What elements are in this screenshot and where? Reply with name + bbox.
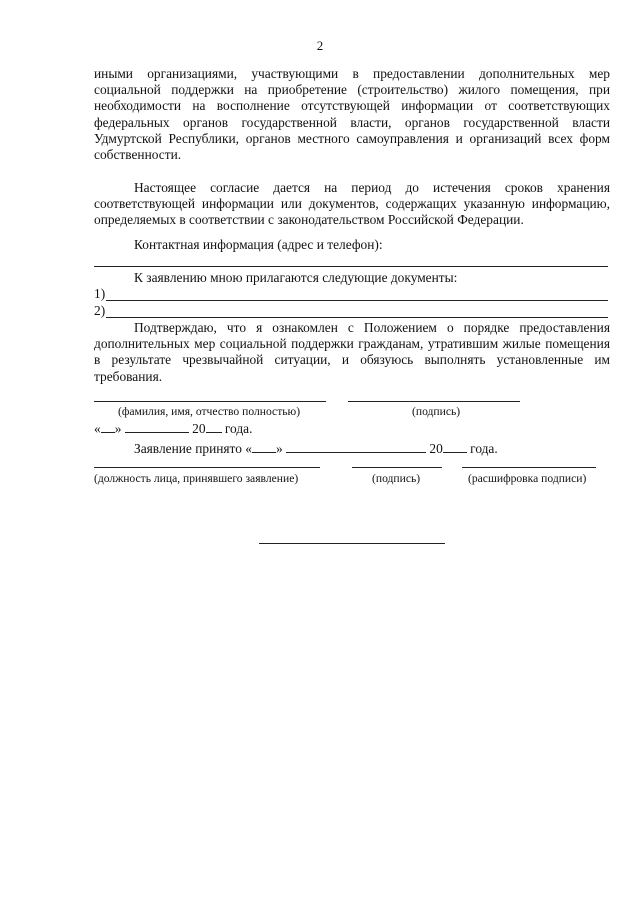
accepted-close-quote: » (275, 441, 283, 456)
signature-decoding-line (462, 467, 596, 468)
official-signature-line (352, 467, 442, 468)
date-close-quote: » (114, 421, 122, 436)
contact-info-label: Контактная информация (адрес и телефон): (134, 237, 383, 252)
accepted-date-line (134, 440, 498, 457)
page-number: 2 (316, 38, 324, 53)
confirmation-paragraph: Подтверждаю, что я ознакомлен с Положением о порядке предоставления дополнительных мер социальной поддержки гражданам, утратившим жилые помещения в результате чрезвычайной ситуации, и обязуюсь выполнять установленные им требования. (94, 320, 610, 384)
date-year-suffix: года. (224, 421, 253, 436)
end-of-document-line (259, 543, 445, 544)
signature-caption: (подпись) (412, 405, 461, 418)
attachments-label: К заявлению мною прилагаются следующие документы: (134, 270, 458, 285)
date-day-blank (101, 420, 115, 433)
attachment-item-2: 2) (94, 303, 106, 318)
accepted-year-suffix: года. (470, 441, 498, 456)
contact-info-line (94, 266, 608, 267)
accepted-label: Заявление принято « (134, 441, 252, 456)
fio-line (94, 401, 326, 402)
attachment-line-1 (106, 300, 608, 301)
date-open-quote: « (94, 421, 101, 436)
official-position-caption: (должность лица, принявшего заявление) (94, 472, 299, 485)
attachment-item-1: 1) (94, 286, 106, 301)
accepted-year-prefix: 20 (429, 441, 443, 456)
application-date (94, 420, 252, 437)
signature-decoding-caption: (расшифровка подписи) (468, 472, 587, 485)
date-month-blank (125, 420, 189, 433)
official-signature-caption: (подпись) (372, 472, 421, 485)
attachment-line-2 (106, 317, 608, 318)
fio-caption: (фамилия, имя, отчество полностью) (118, 405, 301, 418)
consent-paragraph: иными организациями, участвующими в предоставлении дополнительных мер социальной поддержки на приобретение (строительство) жилого помещения, при необходимости на восполнение отсутствующей информации от соответствующих федеральных органов государственной власти, органов государственной власти Удмуртской Республики, органов местного самоуправления и организаций всех форм собственности. (94, 66, 610, 163)
accepted-day-blank (252, 440, 276, 453)
consent-period-paragraph: Настоящее согласие дается на период до истечения сроков хранения соответствующей информации или документов, содержащих указанную информацию, определяемых в соответствии с законодательством Российской Федерации. (94, 180, 610, 228)
date-year-blank (206, 420, 222, 433)
applicant-signature-line (348, 401, 520, 402)
date-year-prefix: 20 (192, 421, 206, 436)
accepted-year-blank (443, 440, 467, 453)
accepted-month-blank (286, 440, 426, 453)
official-position-line (94, 467, 320, 468)
